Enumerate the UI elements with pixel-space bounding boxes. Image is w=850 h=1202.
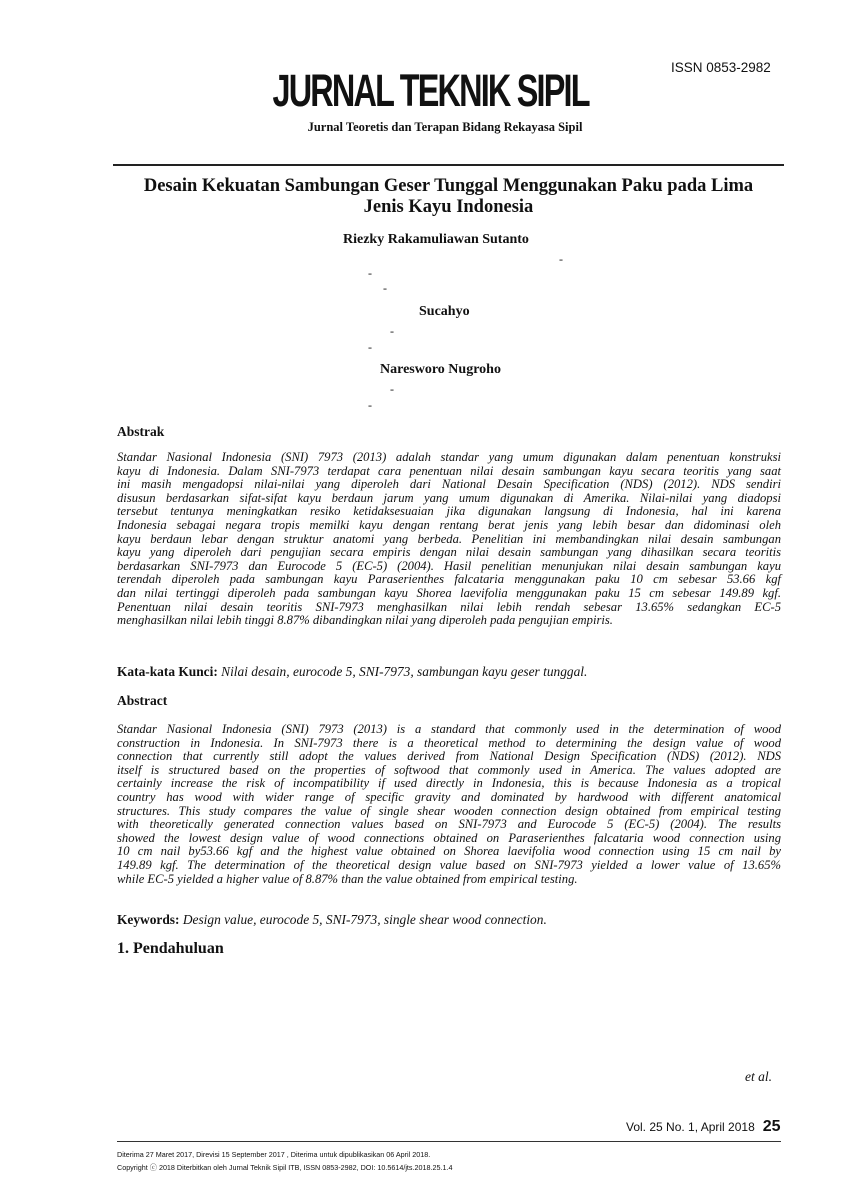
issue-info: Vol. 25 No. 1, April 2018 — [626, 1120, 755, 1134]
paper-title — [113, 176, 784, 218]
page-number: 25 — [762, 1118, 781, 1135]
paragraph-line: tersebut tentunya meningkatkan resiko ketidaksesuaian jika digunakan langsung di Indonesia, hal ini karena — [117, 504, 781, 519]
footer-issue — [626, 1118, 781, 1136]
author-name: Naresworo Nugroho — [380, 362, 501, 377]
affiliation-placeholder: - — [390, 382, 394, 396]
kata-kunci-value: Nilai desain, eurocode 5, SNI-7973, sambungan kayu geser tunggal. — [217, 664, 588, 679]
affiliation-placeholder: - — [383, 281, 387, 295]
paragraph-line: connection that currently still adopt the values derived from National Design Specification (NDS) (2012). NDS — [117, 749, 781, 764]
kata-kunci-label: Kata-kata Kunci: — [117, 664, 218, 679]
paragraph-line: while EC-5 yielded a higher value of 8.87% than the value obtained from empirical testing. — [117, 871, 578, 886]
affiliation-placeholder: - — [368, 266, 372, 280]
paragraph-line: berdasarkan SNI-7973 dan Eurocode 5 (EC-5) (2004). Hasil penelitian menunjukan nilai desain sambungan kayu — [117, 558, 781, 573]
paragraph-line: kayu berdaun lebar dengan struktur anatomi yang berbeda. Penelitian ini membandingkan nilai desain sambungan — [117, 531, 781, 546]
paragraph-line: structures. This study compares the value of single shear wooden connection design obtained from empirical testing — [117, 803, 781, 818]
copyright-line: Copyright ⓒ 2018 Diterbitkan oleh Jurnal Teknik Sipil ITB, ISSN 0853-2982, DOI: 10.5614/jts.2018.25.1.4 — [117, 1163, 453, 1172]
paragraph-line: itself is structured based on the properties of softwood that commonly used in America. The values adopted are — [117, 762, 781, 777]
abstract-heading: Abstract — [117, 693, 168, 708]
header-divider — [113, 164, 784, 166]
author-name: Riezky Rakamuliawan Sutanto — [343, 232, 529, 247]
paragraph-line: 10 cm nail by53.66 kgf and the highest value obtained on Shorea laevifolia wood connection using 15 cm nail by — [117, 844, 781, 859]
affiliation-placeholder: - — [368, 340, 372, 354]
abstrak-body — [117, 451, 781, 628]
paragraph-line: Standar Nasional Indonesia (SNI) 7973 (2013) adalah standar yang umum digunakan dalam penentuan konstruksi — [117, 450, 781, 464]
paragraph-line: certainly increase the risk of incompatibility if used directly in Indonesia, this is because Indonesia as a tropical — [117, 776, 781, 791]
author-name: Sucahyo — [419, 304, 470, 319]
paragraph-line: menghasilkan nilai lebih tinggi 8.87% dibandingkan nilai yang diperoleh pada pengujian empiris. — [117, 613, 613, 628]
footer-divider — [117, 1141, 781, 1142]
paper-title-line: Desain Kekuatan Sambungan Geser Tunggal Menggunakan Paku pada Lima — [143, 176, 754, 196]
keywords-label: Keywords: — [117, 912, 180, 927]
paragraph-line: kayu di Indonesia. Dalam SNI-7973 terdapat cara penentuan nilai desain sambungan kayu secara teoritis yang saat — [117, 463, 781, 478]
received-dates: Diterima 27 Maret 2017, Direvisi 15 September 2017 , Diterima untuk dipublikasikan 06 April 2018. — [117, 1150, 431, 1159]
paragraph-line: construction in Indonesia. In SNI-7973 there is a theoretical method to determining the design value of wood — [117, 735, 781, 750]
paragraph-line: dan nilai tertinggi diperoleh pada sambungan kayu Shorea laevifolia menggunakan paku 15 cm sebesar 149.89 kgf. — [117, 585, 781, 600]
paragraph-line: with theoretically generated connection values based on SNI-7973 and Eurocode 5 (EC-5) (2004). The results — [117, 817, 781, 832]
paragraph-line: Penentuan nilai desain teoritis SNI-7973 menghasilkan nilai lebih rendah sebesar 13.65% sedangkan EC-5 — [117, 599, 781, 614]
keywords — [117, 912, 781, 928]
paragraph-line: disusun berdasarkan sifat-sifat kayu berdaun jarum yang umum digunakan di Amerika. Nilai-nilai yang diadopsi — [117, 490, 781, 505]
paragraph-line: kayu yang diperoleh dari pengujian secara empiris dengan nilai desain sambungan yang dihasilkan secara teoritis — [117, 545, 781, 560]
paragraph-line: 149.89 kgf. The determination of the theoretical design value based on SNI-7973 yielded a lower value of 13.65% — [117, 857, 781, 872]
journal-subtitle: Jurnal Teoretis dan Terapan Bidang Rekayasa Sipil — [307, 120, 583, 134]
kata-kunci — [117, 664, 781, 680]
paragraph-line: terendah diperoleh pada sambungan kayu Paraserienthes falcataria menggunakan paku 10 cm sebesar 53.66 kgf — [117, 572, 781, 587]
affiliation-placeholder: - — [559, 252, 563, 266]
abstrak-heading: Abstrak — [117, 424, 165, 439]
journal-title: JURNAL TEKNIK SIPIL — [272, 65, 589, 116]
paragraph-line: Standar Nasional Indonesia (SNI) 7973 (2013) is a standard that commonly used in the determination of wood — [117, 722, 781, 736]
affiliation-placeholder: - — [390, 324, 394, 338]
issn-label: ISSN 0853-2982 — [671, 60, 771, 75]
paragraph-line: Indonesia sebagai negara tropis memilki kayu dengan rentang berat jenis yang lebih besar dan didominasi oleh — [117, 517, 781, 532]
abstract-body — [117, 723, 781, 886]
paragraph-line: showed the lowest design value of wood connections obtained on Paraserienthes falcataria wood connection using — [117, 830, 781, 845]
keywords-value: Design value, eurocode 5, SNI-7973, single shear wood connection. — [179, 912, 547, 927]
paragraph-line: ini masih mengadopsi nilai-nilai yang diperoleh dari National Desain Specification (NDS) (2012). NDS sendiri — [117, 477, 781, 492]
paper-title-line: Jenis Kayu Indonesia — [363, 197, 534, 217]
et-al-text: et al. — [745, 1069, 772, 1084]
section-heading: 1. Pendahuluan — [117, 940, 224, 957]
affiliation-placeholder: - — [368, 398, 372, 412]
paragraph-line: country has wood with wider range of specific gravity and dominated by hardwood with different anatomical — [117, 789, 781, 804]
